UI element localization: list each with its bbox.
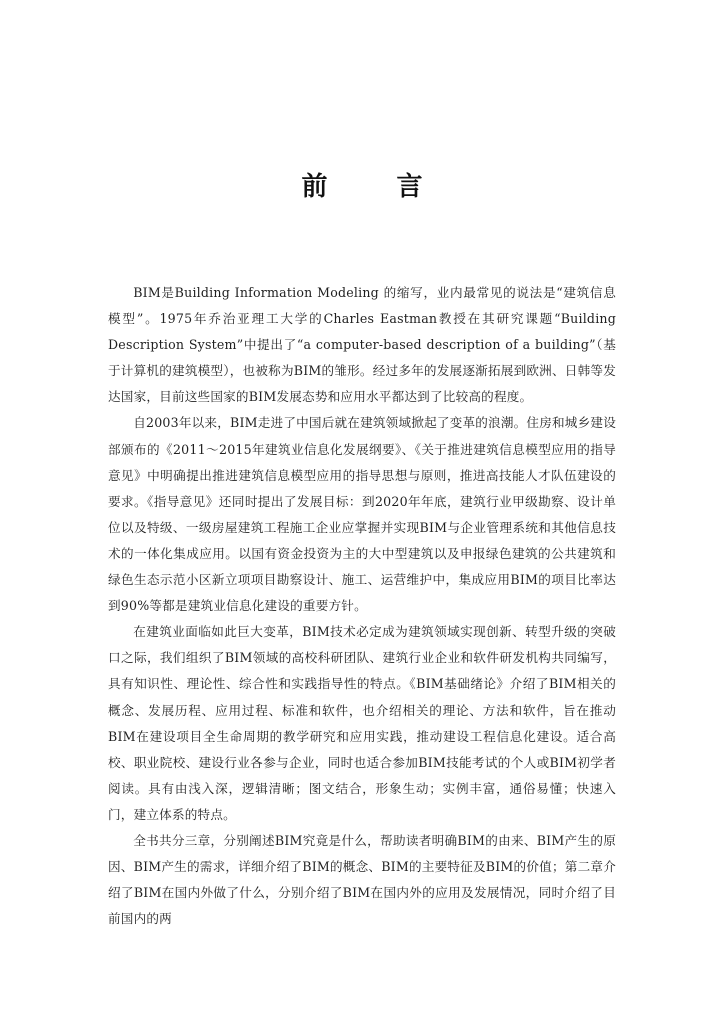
body-text [108, 280, 616, 932]
paragraph-1: BIM是Building Information Modeling 的缩写，业内最常见的说法是“建筑信息模型”。1975年乔治亚理工大学的Charles Eastman教授在其研究课题“Building Description System”中提出了“a computer-based description of a building”（基于计算机的建筑模型），也被称为BIM的雏形。经过多年的发展逐渐拓展到欧洲、日韩等发达国家，目前这些国家的BIM发展态势和应用水平都达到了比较高的程度。 [108, 285, 616, 405]
paragraph-2: 自2003年以来，BIM走进了中国后就在建筑领域掀起了变革的浪潮。住房和城乡建设部颁布的《2011～2015年建筑业信息化发展纲要》、《关于推进建筑信息模型应用的指导意见》中明确提出推进建筑信息模型应用的指导思想与原则，推进高技能人才队伍建设的要求。《指导意见》还同时提出了发展目标：到2020年年底，建筑行业甲级勘察、设计单位以及特级、一级房屋建筑工程施工企业应掌握并实现BIM与企业管理系统和其他信息技术的一体化集成应用。以国有资金投资为主的大中型建筑以及申报绿色建筑的公共建筑和绿色生态示范小区新立项项目勘察设计、施工、运营维护中，集成应用BIM的项目比率达到90%等都是建筑业信息化建设的重要方针。 [108, 415, 616, 614]
paragraph-4: 全书共分三章，分别阐述BIM究竟是什么，帮助读者明确BIM的由来、BIM产生的原因、BIM产生的需求，详细介绍了BIM的概念、BIM的主要特征及BIM的价值；第二章介绍了BIM在国内外做了什么，分别介绍了BIM在国内外的应用及发展情况，同时介绍了目前国内的两 [108, 832, 616, 927]
paragraph-3: 在建筑业面临如此巨大变革，BIM技术必定成为建筑领域实现创新、转型升级的突破口之际，我们组织了BIM领域的高校科研团队、建筑行业企业和软件研发机构共同编写，具有知识性、理论性、综合性和实践指导性的特点。《BIM基础绪论》介绍了BIM相关的概念、发展历程、应用过程、标准和软件，也介绍相关的理论、方法和软件，旨在推动BIM在建设项目全生命周期的教学研究和应用实践，推动建设工程信息化建设。适合高校、职业院校、建设行业各参与企业，同时也适合参加BIM技能考试的个人或BIM初学者阅读。具有由浅入深，逻辑清晰；图文结合，形象生动；实例丰富，通俗易懂；快速入门，建立体系的特点。 [108, 624, 616, 822]
page-title: 前 言 [301, 172, 453, 202]
